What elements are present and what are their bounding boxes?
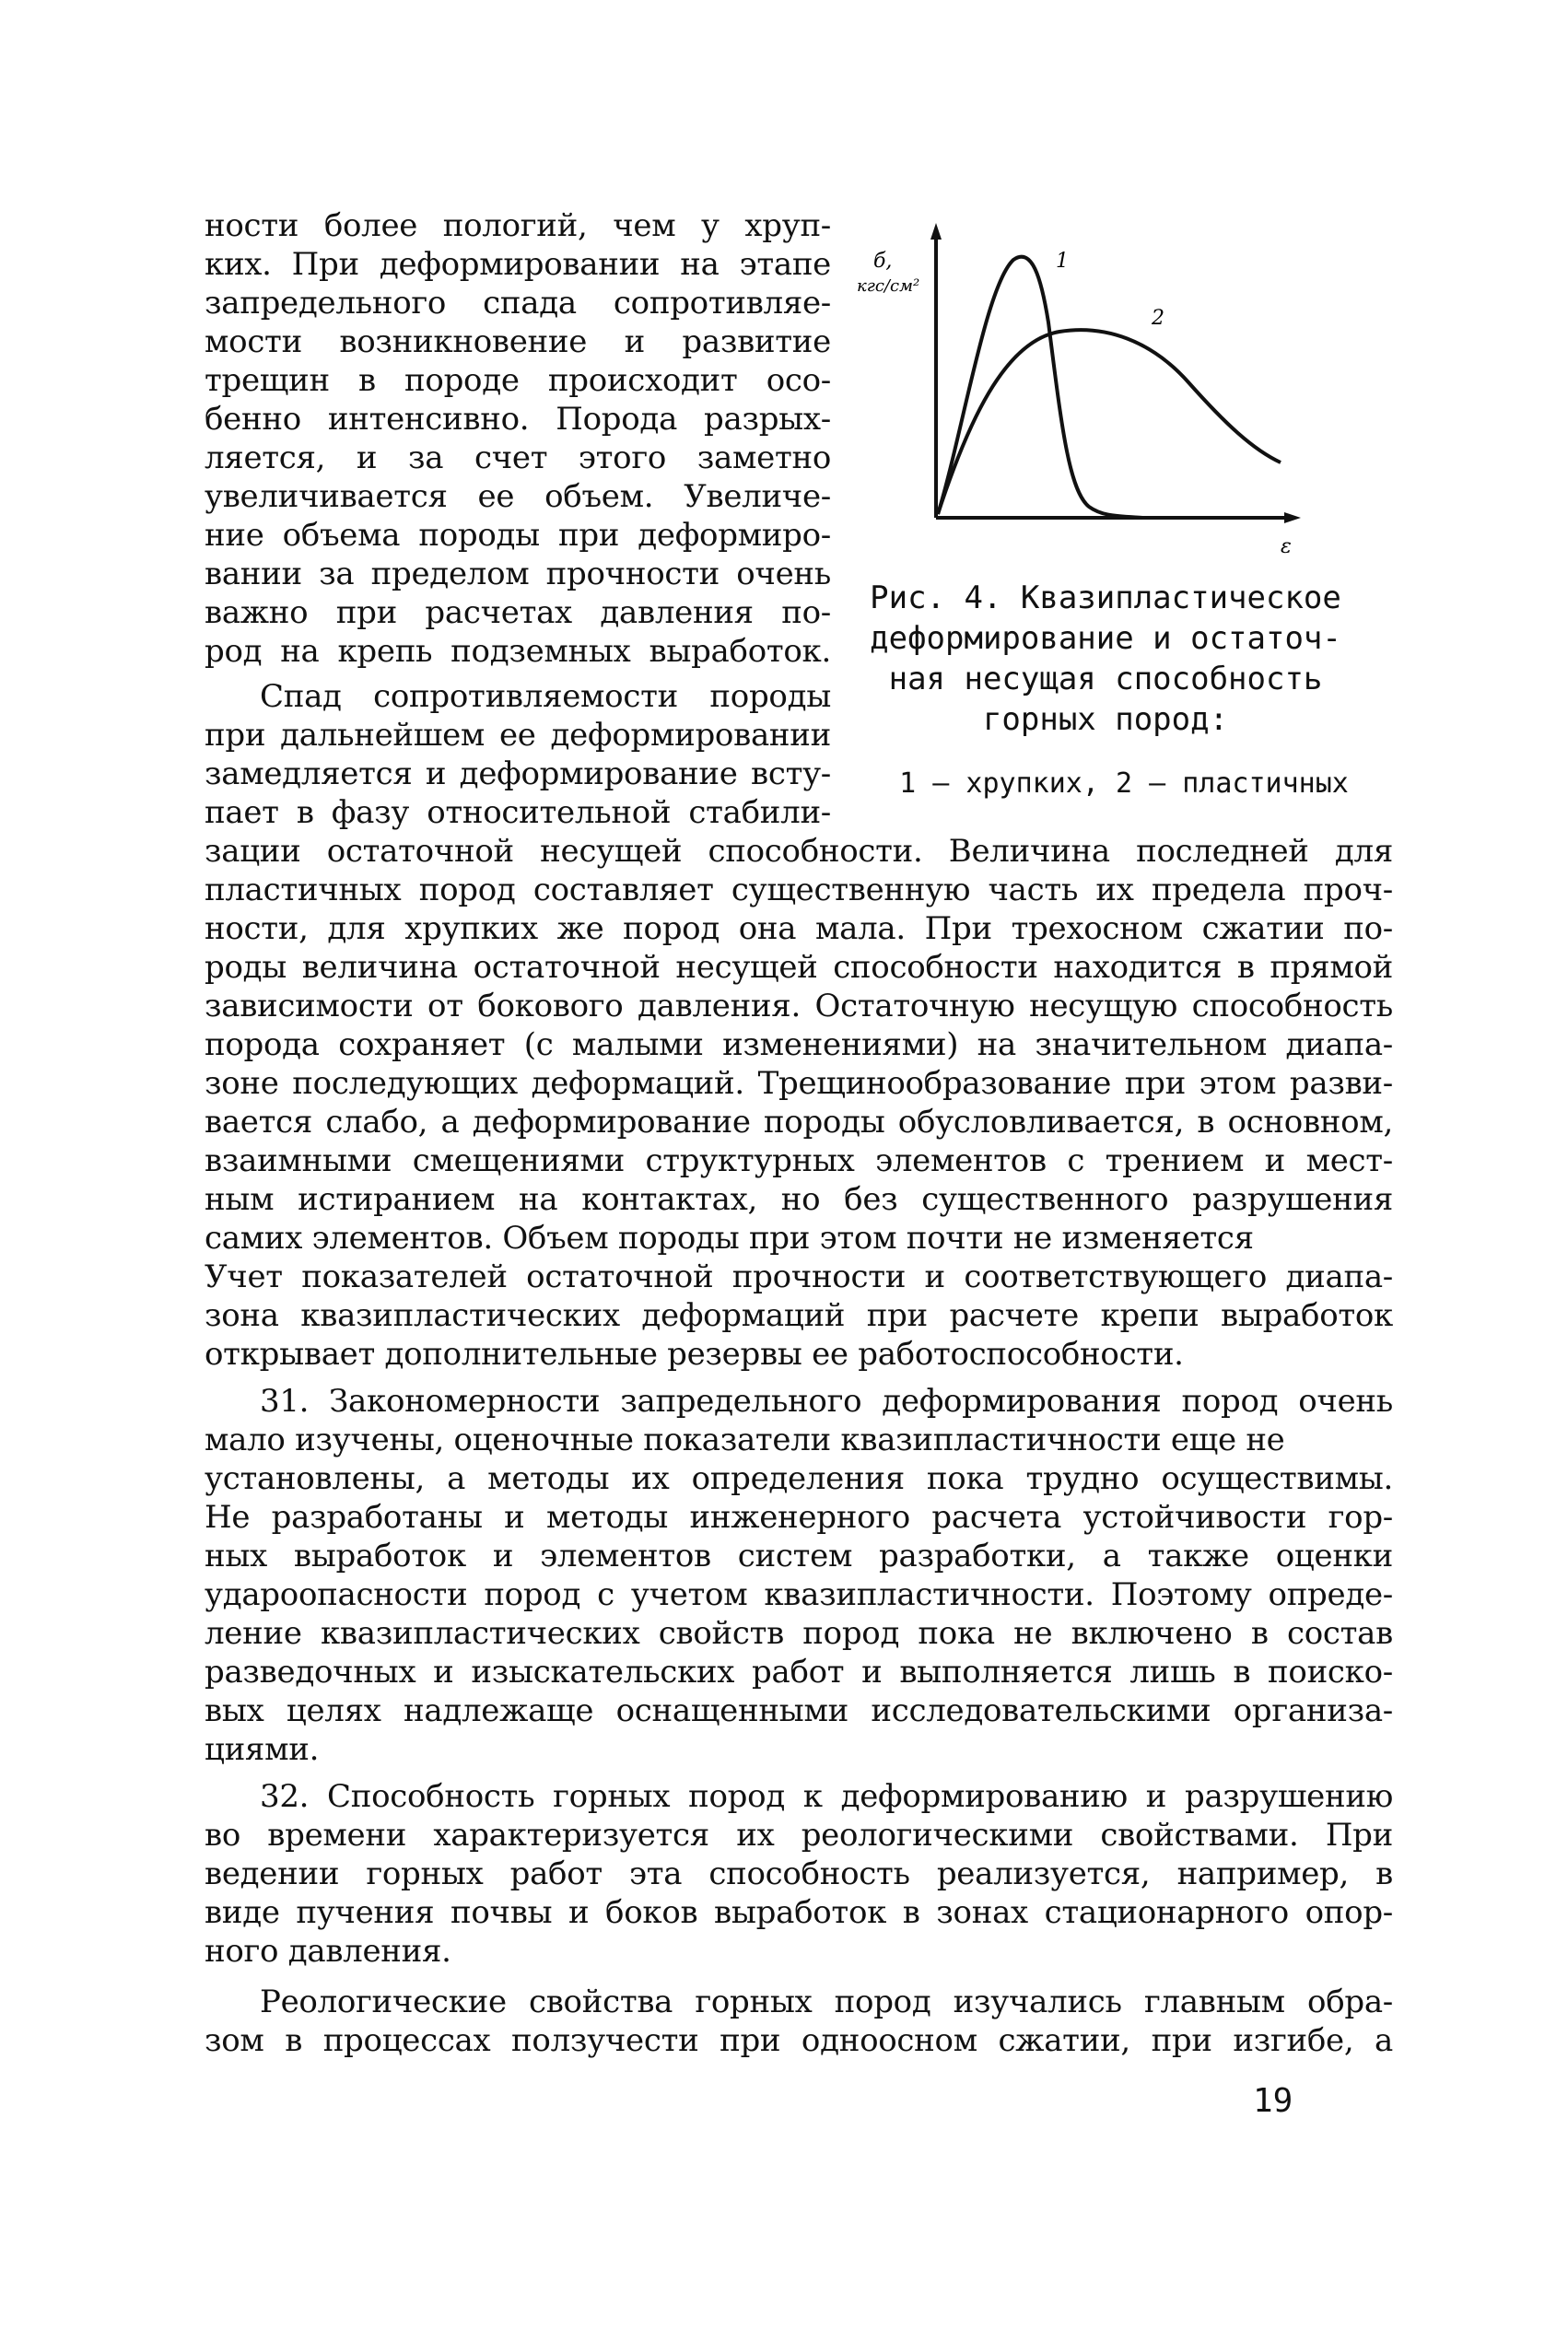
text-line: ние объема породы при деформиро- [205, 517, 831, 554]
text-line: зона квазипластических деформаций при расчете крепи выработок [205, 1297, 1393, 1334]
paragraph-31-start: 31. Закономерности запредельного деформирования пород очень [260, 1383, 1393, 1420]
text-line: мости возникновение и развитие [205, 323, 831, 360]
text-line: зом в процессах ползучести при одноосном сжатии, при изгибе, а [205, 2022, 1393, 2059]
curve-plastic [938, 330, 1281, 514]
stress-strain-figure [848, 221, 1345, 590]
curve-2-label: 2 [1152, 307, 1164, 330]
text-line: вых целях надлежаще оснащенными исследовательскими организа- [205, 1692, 1393, 1729]
y-axis-unit: кгс/см² [857, 276, 920, 296]
text-line: взаимными смещениями структурных элементов с трением и мест- [205, 1142, 1393, 1179]
text-line: зависимости от бокового давления. Остаточную несущую способность [205, 988, 1393, 1024]
text-line: виде пучения почвы и боков выработок в зонах стационарного опор- [205, 1894, 1393, 1931]
curve-brittle [938, 257, 1142, 518]
text-line: ным истиранием на контактах, но без существенного разрушения [205, 1181, 1393, 1218]
text-line: пластичных пород составляет существенную часть их предела проч- [205, 872, 1393, 908]
text-line: ких. При деформировании на этапе [205, 246, 831, 283]
text-line: во времени характеризуется их реологическими свойствами. При [205, 1817, 1393, 1854]
text-line: ление квазипластических свойств пород пока не включено в состав [205, 1615, 1393, 1652]
text-line: Не разработаны и методы инженерного расчета устойчивости гор- [205, 1499, 1393, 1536]
text-line: циями. [205, 1731, 320, 1768]
curve-1-label: 1 [1056, 250, 1069, 273]
text-line: ляется, и за счет этого заметно [205, 439, 831, 476]
caption-legend: 1 – хрупких, 2 – пластичных [899, 767, 1349, 800]
text-line: ведении горных работ эта способность реализуется, например, в [205, 1855, 1393, 1892]
text-line: пает в фазу относительной стабили- [205, 794, 831, 831]
text-line: ности, для хрупких же пород она мала. При трехосном сжатии по- [205, 910, 1393, 947]
text-line: удароопасности пород с учетом квазипластичности. Поэтому опреде- [205, 1576, 1393, 1613]
text-line: Спад сопротивляемости породы [260, 678, 831, 715]
paragraph-rheology-start: Реологические свойства горных пород изучались главным обра- [260, 1984, 1393, 2020]
text-line: бенно интенсивно. Порода разрых- [205, 401, 831, 438]
text-line: открывает дополнительные резервы ее работоспособности. [205, 1336, 1184, 1373]
text-line: запредельного спада сопротивляе- [205, 285, 831, 322]
text-line: мало изучены, оценочные показатели квазипластичности еще не [205, 1422, 1285, 1458]
text-line: роды величина остаточной несущей способности находится в прямой [205, 949, 1393, 986]
caption-line: ная несущая способность [888, 661, 1323, 697]
text-line: установлены, а методы их определения пока трудно осуществимы. [205, 1460, 1393, 1497]
page-number: 19 [1253, 2082, 1293, 2120]
text-line: трещин в породе происходит осо- [205, 362, 831, 399]
paragraph-32-start: 32. Способность горных пород к деформированию и разрушению [260, 1778, 1393, 1815]
text-line: ного давления. [205, 1933, 451, 1970]
caption-line: Рис. 4. Квазипластическое [870, 579, 1341, 616]
x-axis-arrow [1284, 512, 1301, 523]
text-line: ных выработок и элементов систем разработки, а также оценки [205, 1538, 1393, 1574]
text-line: порода сохраняет (с малыми изменениями) на значительном диапа- [205, 1026, 1393, 1063]
caption-line: деформирование и остаточ- [870, 620, 1341, 657]
text-line: самих элементов. Объем породы при этом почти не изменяется [205, 1220, 1254, 1257]
text-line: увеличивается ее объем. Увеличе- [205, 478, 831, 515]
text-line: зации остаточной несущей способности. Величина последней для [205, 833, 1393, 870]
caption-line: горных пород: [982, 701, 1229, 738]
text-line: род на крепь подземных выработок. [205, 633, 831, 670]
text-line: вании за пределом прочности очень [205, 556, 831, 592]
text-line: вается слабо, а деформирование породы обусловливается, в основном, [205, 1104, 1393, 1141]
text-line: важно при расчетах давления по- [205, 594, 831, 631]
text-line: при дальнейшем ее деформировании [205, 717, 831, 754]
y-axis-label: б, [873, 250, 893, 273]
text-line: ности более пологий, чем у хруп- [205, 207, 831, 244]
text-line: Учет показателей остаточной прочности и соответствующего диапа- [205, 1258, 1393, 1295]
y-axis-arrow [930, 223, 942, 240]
x-axis-label: ε [1281, 535, 1292, 558]
text-line: разведочных и изыскательских работ и выполняется лишь в поиско- [205, 1654, 1393, 1691]
text-line: замедляется и деформирование всту- [205, 755, 831, 792]
text-line: зоне последующих деформаций. Трещинообразование при этом разви- [205, 1065, 1393, 1102]
